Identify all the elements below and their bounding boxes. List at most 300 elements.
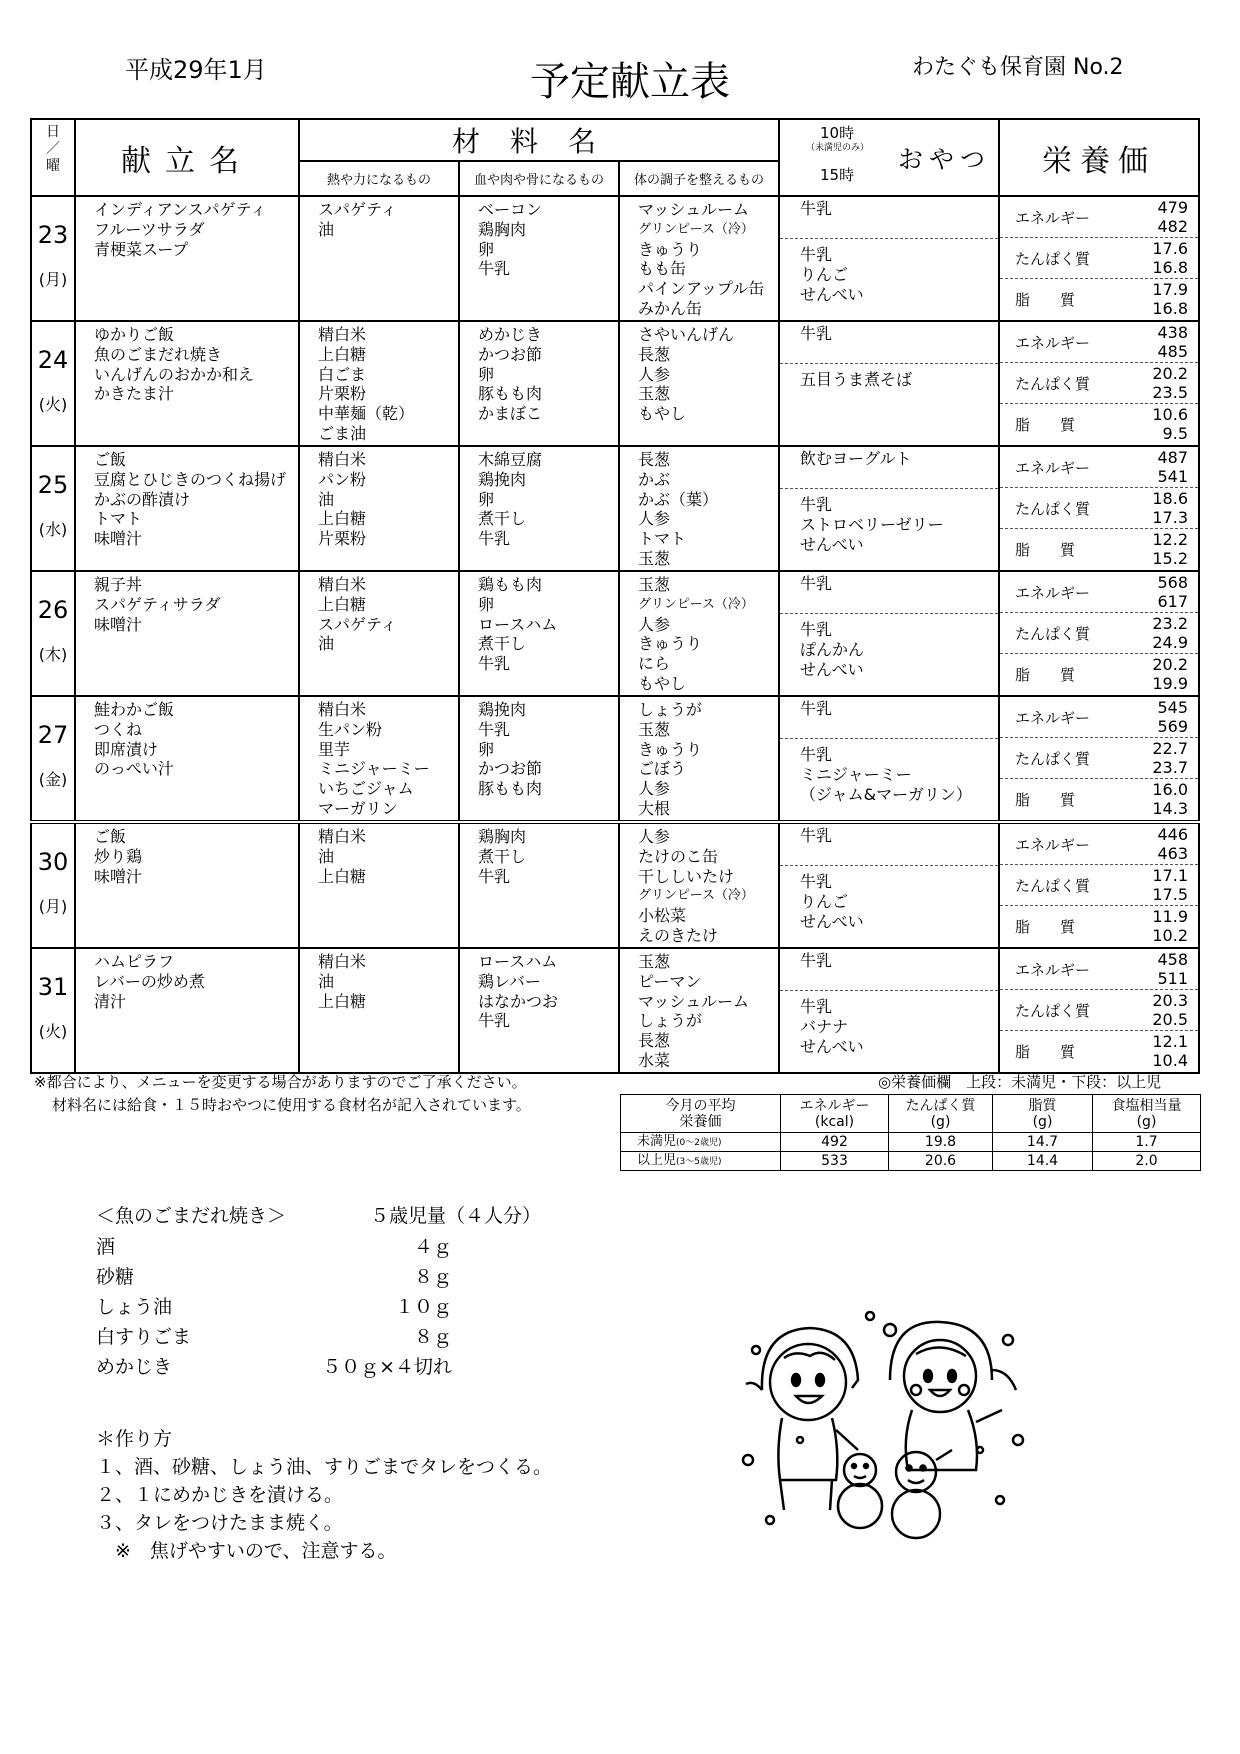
energy-food-line: 精白米 <box>318 450 367 469</box>
recipe-method-title: ＊作り方 <box>96 1428 173 1450</box>
menu-item-line: 炒り鶏 <box>94 846 143 866</box>
snack-cell <box>779 822 999 948</box>
body-food-line: 鶏胸肉 <box>478 219 527 239</box>
energy-food-line: 生パン粉 <box>318 719 383 739</box>
body-food-line: 鶏レバー <box>478 971 541 991</box>
condition-food-line: 長葱 <box>638 344 671 364</box>
energy-food-line: スパゲティ <box>318 200 397 219</box>
avg-col-protein <box>889 1095 993 1133</box>
snack-15 <box>780 364 998 390</box>
nutrition-fat <box>1000 404 1198 445</box>
menu-item-line: かきたま汁 <box>94 384 175 404</box>
nutrient-values: 11.9 10.2 <box>1152 907 1188 945</box>
avg-over3-fat: 14.4 <box>993 1152 1093 1171</box>
condition-food-line: にら <box>638 654 671 674</box>
nutrition-cell <box>999 696 1199 822</box>
day-number: 31 <box>37 973 69 1001</box>
nutrient-values: 16.0 14.3 <box>1152 780 1188 818</box>
condition-food-line: 玉葱 <box>638 384 671 404</box>
nutrient-label: たんぱく質 <box>1015 374 1091 393</box>
body-food-line: 豚もも肉 <box>478 779 543 799</box>
snack-pm-item-line: せんべい <box>800 659 864 679</box>
avg-over3-protein: 20.6 <box>889 1152 993 1171</box>
body-food-line: 牛乳 <box>478 259 511 279</box>
nutrient-values: 17.6 16.8 <box>1152 239 1188 277</box>
condition-food-line: かぶ <box>638 469 671 489</box>
ingredient-amount: ８ｇ <box>413 1326 452 1348</box>
recipe-step: ２、１にめかじきを漬ける。 <box>96 1484 344 1506</box>
day-weekday: (金) <box>38 770 68 789</box>
body-food-line: 卵 <box>478 739 495 759</box>
menu-cell <box>75 446 299 571</box>
day-row <box>31 822 1199 948</box>
nutrient-label: たんぱく質 <box>1015 876 1091 895</box>
nutrient-values: 17.1 17.5 <box>1152 866 1188 904</box>
nutrient-label: たんぱく質 <box>1015 249 1091 268</box>
body-food-line: 牛乳 <box>478 866 511 886</box>
children-snowman-illustration <box>740 1310 1030 1540</box>
avg-head-label-1: 今月の平均 <box>665 1097 736 1114</box>
snack-am-item-line: 牛乳 <box>800 951 833 970</box>
avg-row-under3-sub: (0～2歳児) <box>676 1137 722 1148</box>
condition-food-line: しょうが <box>638 700 703 719</box>
nutrient-values: 22.7 23.7 <box>1152 739 1188 777</box>
snack-pm-item-line: 牛乳 <box>800 245 833 264</box>
nutrient-values: 18.6 17.3 <box>1152 489 1188 527</box>
header-body-foods: 血や肉や骨になるもの <box>459 161 619 196</box>
condition-food-line: かぶ（葉） <box>638 489 719 509</box>
snack-pm-item-line: 牛乳 <box>800 997 833 1016</box>
avg-col-protein-name: たんぱく質 <box>905 1097 976 1114</box>
day-row <box>31 196 1199 321</box>
day-weekday: (月) <box>38 270 68 289</box>
nutrition-protein <box>1000 613 1198 654</box>
recipe-serving: ５歳児量（４人分） <box>370 1205 542 1227</box>
avg-under3-protein: 19.8 <box>889 1133 993 1152</box>
menu-item-line: つくね <box>94 719 143 739</box>
nutrition-energy <box>1000 697 1198 738</box>
avg-col-salt <box>1093 1095 1201 1133</box>
day-cell <box>31 822 75 948</box>
nutrition-fat <box>1000 906 1198 947</box>
ingredient-name: しょう油 <box>96 1296 173 1318</box>
ingredient-name: 白すりごま <box>96 1326 192 1348</box>
body-food-line: ロースハム <box>478 952 558 971</box>
recipe-step: １、酒、砂糖、しょう油、すりごまでタレをつくる。 <box>96 1456 553 1478</box>
snack-am-item-line: 牛乳 <box>800 699 833 718</box>
snack-10 <box>780 572 998 614</box>
nutrition-fat <box>1000 1031 1198 1072</box>
nutrient-label: エネルギー <box>1015 583 1091 602</box>
nutrient-label: たんぱく質 <box>1015 1001 1091 1020</box>
energy-food-line: 油 <box>318 634 335 654</box>
nutrient-label: 脂 質 <box>1015 1043 1076 1061</box>
ingredient-amount: ８ｇ <box>413 1266 452 1288</box>
condition-food-line: ごぼう <box>638 759 687 779</box>
note-materials: 材料名には給食・１５時おやつに使用する食材名が記入されています。 <box>52 1096 531 1114</box>
menu-item-line: ハムピラフ <box>94 952 175 971</box>
ingredient-name: 砂糖 <box>96 1266 135 1288</box>
menu-item-line: ご飯 <box>94 827 127 846</box>
snack-pm-item-line: 牛乳 <box>800 872 833 891</box>
header-snack-10: 10時 <box>820 124 855 142</box>
day-row <box>31 571 1199 696</box>
snack-am-item-line: 飲むヨーグルト <box>800 449 912 468</box>
header-day <box>31 119 75 196</box>
nutrition-cell <box>999 321 1199 446</box>
condition-foods-cell <box>619 571 779 696</box>
day-cell <box>31 196 75 321</box>
nutrient-label: たんぱく質 <box>1015 749 1091 768</box>
nutrition-protein <box>1000 488 1198 529</box>
body-food-line: 牛乳 <box>478 654 511 674</box>
body-food-line: 煮干し <box>478 846 527 866</box>
condition-food-line: 玉葱 <box>638 719 671 739</box>
energy-foods-cell <box>299 571 459 696</box>
day-row <box>31 321 1199 446</box>
menu-item-line: かぶの酢漬け <box>94 489 191 509</box>
energy-foods-cell <box>299 696 459 822</box>
menu-item-line: いんげんのおかか和え <box>94 364 255 384</box>
snack-am-item-line: 牛乳 <box>800 826 833 845</box>
snack-pm-item-line: 牛乳 <box>800 745 833 764</box>
condition-foods-cell <box>619 321 779 446</box>
condition-foods-cell <box>619 446 779 571</box>
day-weekday: (火) <box>38 395 68 414</box>
energy-food-line: 精白米 <box>318 700 367 719</box>
condition-foods-cell <box>619 822 779 948</box>
nutrient-label: エネルギー <box>1015 960 1091 979</box>
header-date: 平成29年1月 <box>125 56 267 84</box>
body-food-line: めかじき <box>478 325 543 344</box>
nutrient-values: 479 482 <box>1157 198 1188 236</box>
menu-item-line: のっぺい汁 <box>94 759 174 779</box>
header-snack-15: 15時 <box>820 166 855 184</box>
day-number: 25 <box>37 471 69 499</box>
note-nutrition-legend: ◎栄養価欄 上段：未満児・下段：以上児 <box>878 1073 1162 1091</box>
snack-pm-item-line: せんべい <box>800 284 864 304</box>
energy-food-line: 片栗粉 <box>318 529 367 549</box>
condition-foods-cell <box>619 196 779 321</box>
condition-food-line: 人参 <box>638 779 671 799</box>
day-cell <box>31 571 75 696</box>
nutrient-label: 脂 質 <box>1015 541 1076 559</box>
body-food-line: 卵 <box>478 364 495 384</box>
condition-food-line: 人参 <box>638 364 671 384</box>
avg-col-fat-name: 脂質 <box>1028 1097 1057 1114</box>
snack-am-item-line: 牛乳 <box>800 199 833 218</box>
condition-food-line: ピーマン <box>638 971 702 991</box>
menu-cell <box>75 571 299 696</box>
body-food-line: 卵 <box>478 489 495 509</box>
menu-item-line: 豆腐とひじきのつくね揚げ <box>94 469 287 489</box>
energy-food-line: 里芋 <box>318 739 351 759</box>
snack-10 <box>780 949 998 991</box>
day-cell <box>31 948 75 1073</box>
energy-food-line: 上白糖 <box>318 344 367 364</box>
recipe-step: ※ 焦げやすいので、注意する。 <box>96 1540 397 1562</box>
note-change: ※都合により、メニューを変更する場合がありますのでご了承ください。 <box>34 1073 527 1091</box>
body-food-line: 卵 <box>478 594 495 614</box>
energy-food-line: 油 <box>318 846 335 866</box>
energy-food-line: 精白米 <box>318 325 367 344</box>
header-day-bottom: 曜 <box>46 158 60 174</box>
energy-food-line: ミニジャーミー <box>318 759 430 779</box>
header-materials: 材料名 <box>299 119 779 161</box>
snack-am-item-line: 牛乳 <box>800 324 833 343</box>
nutrient-label: エネルギー <box>1015 708 1091 727</box>
energy-food-line: 上白糖 <box>318 991 367 1011</box>
body-food-line: 鶏挽肉 <box>478 469 527 489</box>
snack-10 <box>780 697 998 739</box>
nutrition-cell <box>999 948 1199 1073</box>
avg-row-under3-name: 未満児 <box>637 1133 677 1149</box>
nutrient-values: 20.3 20.5 <box>1152 991 1188 1029</box>
body-foods-cell <box>459 446 619 571</box>
nutrient-label: エネルギー <box>1015 458 1091 477</box>
day-number: 23 <box>37 221 69 249</box>
condition-food-line: 水菜 <box>638 1050 671 1070</box>
snack-pm-item-line: ミニジャーミー <box>800 764 912 784</box>
energy-food-line: 上白糖 <box>318 509 367 529</box>
menu-item-line: フルーツサラダ <box>94 219 205 239</box>
ingredient-amount: １０ｇ <box>394 1296 452 1318</box>
condition-food-line: グリンピース（冷） <box>638 596 754 612</box>
nutrient-label: 脂 質 <box>1015 666 1076 684</box>
menu-item-line: レバーの炒め煮 <box>94 971 205 991</box>
nutrient-values: 438 485 <box>1157 323 1188 361</box>
body-food-line: ベーコン <box>478 200 543 219</box>
energy-food-line: 中華麺（乾） <box>318 404 415 424</box>
energy-foods-cell <box>299 822 459 948</box>
body-food-line: 鶏もも肉 <box>478 575 543 594</box>
day-number: 26 <box>37 596 69 624</box>
menu-item-line: 味噌汁 <box>94 529 143 549</box>
day-weekday: (水) <box>38 520 68 539</box>
snack-am-item-line: 牛乳 <box>800 574 833 593</box>
nutrition-cell <box>999 446 1199 571</box>
energy-food-line: ごま油 <box>318 423 367 443</box>
body-food-line: かまぼこ <box>478 404 543 424</box>
nutrition-cell <box>999 822 1199 948</box>
snack-15 <box>780 866 998 931</box>
day-cell <box>31 321 75 446</box>
menu-item-line: 味噌汁 <box>94 614 143 634</box>
nutrition-protein <box>1000 738 1198 779</box>
body-food-line: はなかつお <box>478 991 559 1011</box>
energy-food-line: 上白糖 <box>318 866 367 886</box>
recipe-title: ＜魚のごまだれ焼き＞ <box>96 1205 287 1227</box>
condition-food-line: 大根 <box>638 798 671 818</box>
page-title: 予定献立表 <box>530 59 730 105</box>
condition-food-line: 長葱 <box>638 450 671 469</box>
body-foods-cell <box>459 948 619 1073</box>
nutrition-energy <box>1000 949 1198 990</box>
day-cell <box>31 446 75 571</box>
day-weekday: (火) <box>38 1022 68 1041</box>
snack-pm-item-line: せんべい <box>800 911 864 931</box>
avg-head-label-2: 栄養価 <box>679 1113 722 1130</box>
condition-food-line: 玉葱 <box>638 952 671 971</box>
nutrient-values: 568 617 <box>1157 573 1188 611</box>
nutrient-label: 脂 質 <box>1015 791 1076 809</box>
nutrient-values: 23.2 24.9 <box>1152 614 1188 652</box>
energy-foods-cell <box>299 321 459 446</box>
condition-food-line: 長葱 <box>638 1031 671 1051</box>
menu-item-line: 清汁 <box>94 991 127 1011</box>
nutrition-fat <box>1000 779 1198 820</box>
avg-col-fat-unit: (g) <box>1032 1113 1053 1130</box>
menu-item-line: 青梗菜スープ <box>94 239 189 259</box>
snack-10 <box>780 447 998 489</box>
avg-under3-fat: 14.7 <box>993 1133 1093 1152</box>
snack-pm-item-line: りんご <box>800 891 849 911</box>
condition-food-line: もも缶 <box>638 259 687 279</box>
nutrient-values: 12.1 10.4 <box>1152 1032 1188 1070</box>
body-foods-cell <box>459 321 619 446</box>
energy-foods-cell <box>299 948 459 1073</box>
nutrient-values: 487 541 <box>1157 448 1188 486</box>
condition-food-line: 玉葱 <box>638 575 671 594</box>
nutrient-label: エネルギー <box>1015 208 1091 227</box>
menu-cell <box>75 822 299 948</box>
energy-food-line: 上白糖 <box>318 594 367 614</box>
nutrition-energy <box>1000 572 1198 613</box>
nutrient-label: たんぱく質 <box>1015 499 1091 518</box>
nutrition-protein <box>1000 238 1198 279</box>
header-nutrition: 栄養価 <box>999 119 1199 196</box>
condition-food-line: トマト <box>638 529 687 549</box>
snack-pm-item-line: 五目うま煮そば <box>800 370 913 389</box>
nutrient-label: 脂 質 <box>1015 291 1076 309</box>
snack-cell <box>779 696 999 822</box>
header-day-top: 日 <box>46 124 60 140</box>
energy-food-line: 精白米 <box>318 827 367 846</box>
snack-cell <box>779 571 999 696</box>
body-food-line: 煮干し <box>478 509 527 529</box>
nutrient-values: 446 463 <box>1157 825 1188 863</box>
nutrition-protein <box>1000 363 1198 404</box>
energy-food-line: 油 <box>318 489 335 509</box>
snack-cell <box>779 196 999 321</box>
avg-row-over3-label <box>621 1152 781 1171</box>
condition-food-line: グリンピース（冷） <box>638 888 754 904</box>
day-weekday: (木) <box>38 645 68 664</box>
condition-food-line: さやいんげん <box>638 325 735 344</box>
body-food-line: 豚もも肉 <box>478 384 543 404</box>
snack-pm-item-line: せんべい <box>800 1036 864 1056</box>
snack-cell <box>779 948 999 1073</box>
snack-pm-item-line: 牛乳 <box>800 495 833 514</box>
body-food-line: 牛乳 <box>478 529 511 549</box>
snack-pm-item-line: ストロベリーゼリー <box>800 514 944 534</box>
ingredient-amount: ４ｇ <box>413 1236 452 1258</box>
condition-food-line: えのきたけ <box>638 925 719 945</box>
nutrition-fat <box>1000 529 1198 570</box>
energy-food-line: 油 <box>318 219 335 239</box>
snack-15 <box>780 614 998 679</box>
nutrition-energy <box>1000 197 1198 238</box>
recipe-step: ３、タレをつけたまま焼く。 <box>96 1512 343 1534</box>
condition-food-line: もやし <box>638 673 687 693</box>
energy-food-line: 精白米 <box>318 575 367 594</box>
nutrient-label: 脂 質 <box>1015 918 1076 936</box>
nursery-name: わたぐも保育園 No.2 <box>912 55 1124 80</box>
monthly-average-table <box>620 1094 1201 1171</box>
condition-food-line: パインアップル缶 <box>638 279 765 299</box>
energy-foods-cell <box>299 196 459 321</box>
header-menu-name: 献立名 <box>75 119 299 196</box>
day-weekday: (月) <box>38 897 68 916</box>
snack-10 <box>780 197 998 239</box>
energy-foods-cell <box>299 446 459 571</box>
header-snack <box>779 119 999 196</box>
condition-food-line: きゅうり <box>638 239 703 259</box>
condition-food-line: マッシュルーム <box>638 200 750 219</box>
condition-food-line: 玉葱 <box>638 548 671 568</box>
nutrient-values: 12.2 15.2 <box>1152 530 1188 568</box>
menu-body <box>31 196 1199 1073</box>
avg-col-fat <box>993 1095 1093 1133</box>
header-day-sep: ／ <box>46 141 60 157</box>
body-food-line: 鶏胸肉 <box>478 827 527 846</box>
menu-cell <box>75 696 299 822</box>
avg-col-salt-name: 食塩相当量 <box>1111 1097 1182 1114</box>
energy-food-line: 油 <box>318 971 335 991</box>
nutrient-label: 脂 質 <box>1015 416 1076 434</box>
condition-food-line: みかん缶 <box>638 298 703 318</box>
snack-cell <box>779 321 999 446</box>
menu-cell <box>75 196 299 321</box>
avg-col-energy <box>781 1095 889 1133</box>
nutrition-fat <box>1000 654 1198 695</box>
condition-food-line: マッシュルーム <box>638 991 750 1011</box>
day-number: 30 <box>37 848 69 876</box>
menu-item-line: 親子丼 <box>94 575 143 594</box>
body-food-line: 鶏挽肉 <box>478 700 527 719</box>
nutrient-values: 10.6 9.5 <box>1152 405 1188 443</box>
energy-food-line: いちごジャム <box>318 779 414 799</box>
avg-under3-salt: 1.7 <box>1093 1133 1201 1152</box>
avg-row-over3-name: 以上児 <box>637 1152 677 1168</box>
avg-col-energy-name: エネルギー <box>799 1097 870 1114</box>
energy-food-line: スパゲティ <box>318 614 397 634</box>
day-number: 24 <box>37 346 69 374</box>
nutrition-protein <box>1000 990 1198 1031</box>
condition-foods-cell <box>619 948 779 1073</box>
energy-food-line: 白ごま <box>318 364 367 384</box>
header-energy-foods: 熱や力になるもの <box>299 161 459 196</box>
menu-item-line: 魚のごまだれ焼き <box>94 344 223 364</box>
nutrition-protein <box>1000 865 1198 906</box>
nutrient-values: 20.2 19.9 <box>1152 655 1188 693</box>
nutrient-values: 545 569 <box>1157 698 1188 736</box>
snack-pm-item-line: 牛乳 <box>800 620 833 639</box>
menu-table <box>30 118 1200 1074</box>
menu-item-line: ご飯 <box>94 450 127 469</box>
menu-item-line: 即席漬け <box>94 739 159 759</box>
avg-row-under3-label <box>621 1133 781 1152</box>
condition-food-line: もやし <box>638 404 687 424</box>
condition-food-line: 小松菜 <box>638 906 687 926</box>
avg-row-over3-sub: (3～5歳児) <box>676 1156 722 1167</box>
condition-foods-cell <box>619 696 779 822</box>
snack-15 <box>780 739 998 804</box>
day-cell <box>31 696 75 822</box>
body-food-line: かつお節 <box>478 344 543 364</box>
nutrient-values: 17.9 16.8 <box>1152 280 1188 318</box>
body-foods-cell <box>459 822 619 948</box>
